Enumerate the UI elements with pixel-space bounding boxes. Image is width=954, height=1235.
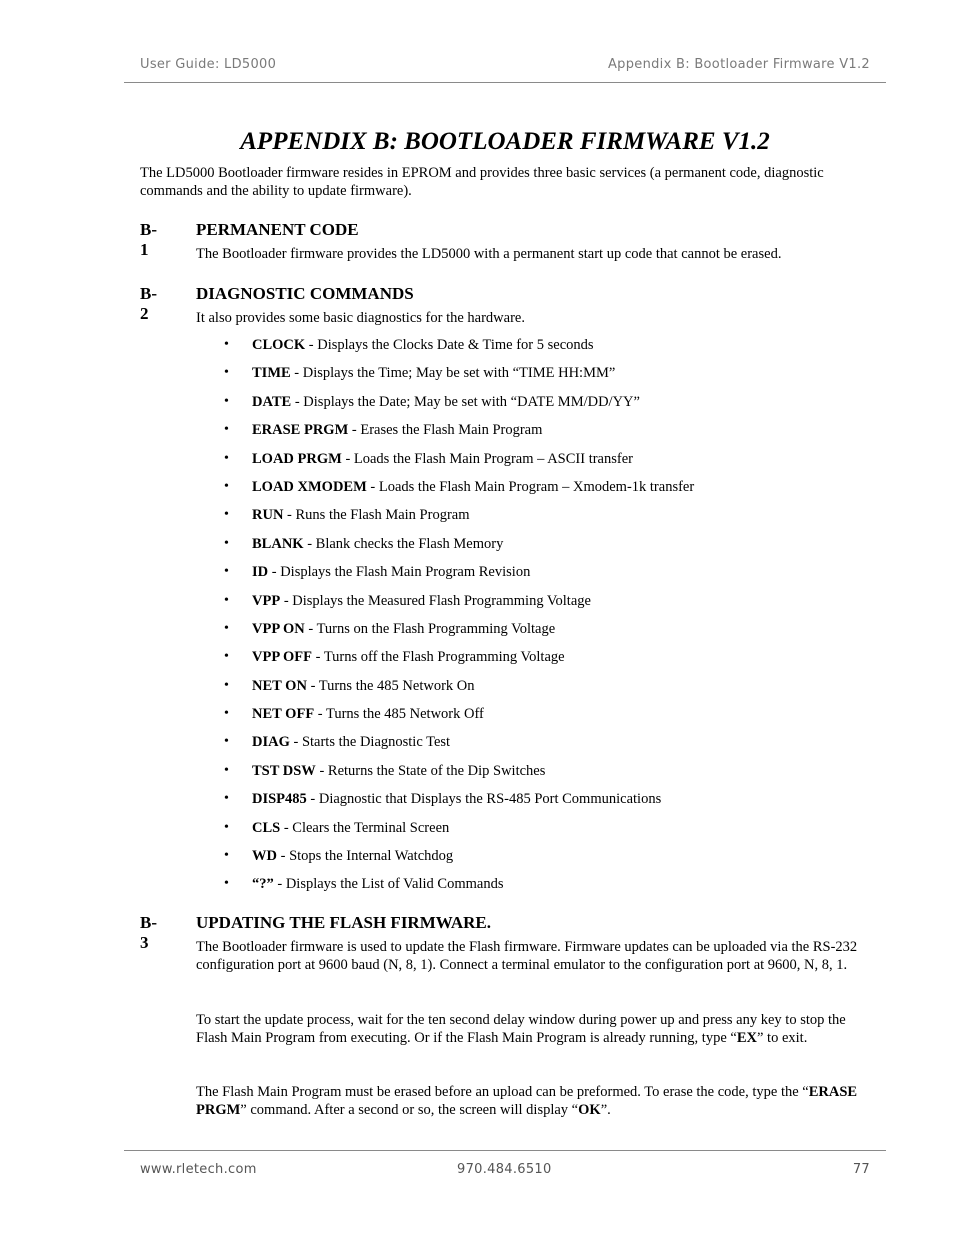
list-item <box>220 844 860 872</box>
section-number: B-2 <box>140 284 157 323</box>
list-item <box>220 532 860 560</box>
bullet-icon: • <box>224 478 229 494</box>
bullet-icon: • <box>224 393 229 409</box>
list-item <box>220 872 860 900</box>
footer-website: www.rletech.com <box>140 1162 257 1177</box>
command-keyword: VPP ON <box>252 620 305 637</box>
command-description: - Loads the Flash Main Program – Xmodem-1k transfer <box>366 478 695 495</box>
command-keyword: ERASE PRGM <box>252 422 349 439</box>
diagnostic-command-list <box>220 333 860 901</box>
command-keyword: LOAD PRGM <box>252 450 342 467</box>
bullet-icon: • <box>224 592 229 608</box>
page-footer <box>140 1162 870 1180</box>
header-doc-title: User Guide: LD5000 <box>140 57 277 72</box>
list-item <box>220 333 860 361</box>
list-item <box>220 730 860 758</box>
bullet-icon: • <box>224 677 229 693</box>
command-description: - Starts the Diagnostic Test <box>289 734 451 751</box>
command-description: - Displays the Date; May be set with “DATE MM/DD/YY” <box>291 393 640 410</box>
footer-divider <box>124 1150 886 1151</box>
command-keyword: CLOCK <box>252 337 306 353</box>
command-keyword: LOAD XMODEM <box>252 478 367 495</box>
command-keyword: VPP OFF <box>252 649 313 666</box>
list-item <box>220 589 860 617</box>
intro-paragraph: The LD5000 Bootloader firmware resides in EPROM and provides three basic services (a permanent code, diagnostic commands and the ability to update firmware). <box>140 165 824 199</box>
command-description: - Erases the Flash Main Program <box>348 422 543 439</box>
command-keyword: ID <box>252 564 269 581</box>
section-b3-paragraph-3: The Flash Main Program must be erased before an upload can be preformed. To erase the code, type the “ERASE PRGM” command. After a second or so, the screen will display “OK”. <box>196 1084 858 1118</box>
erase-prgm-keyword: ERASE PRGM <box>196 1084 858 1118</box>
list-item <box>220 560 860 588</box>
list-item <box>220 645 860 673</box>
page-number: 77 <box>852 1162 870 1177</box>
list-item <box>220 503 860 531</box>
command-description: - Clears the Terminal Screen <box>280 819 450 836</box>
command-description: - Turns off the Flash Programming Voltage <box>312 649 565 666</box>
list-item <box>220 617 860 645</box>
bullet-icon: • <box>224 365 229 381</box>
bullet-icon: • <box>224 649 229 665</box>
section-b3-paragraph-1: The Bootloader firmware is used to update the Flash firmware. Firmware updates can be uploaded via the RS-232 configuration port at 9600 baud (N, 8, 1). Connect a terminal emulator to the configuration port at 9600, N, 8, 1. <box>196 939 858 973</box>
list-item <box>220 475 860 503</box>
section-b3-paragraph-2: To start the update process, wait for the ten second delay window during power up and press any key to stop the Flash Main Program from executing. Or if the Flash Main Program is already running, type “EX” to exit. <box>196 1012 846 1046</box>
command-description: - Turns the 485 Network Off <box>314 706 484 723</box>
section-b1-text: The Bootloader firmware provides the LD5000 with a permanent start up code that cannot be erased. <box>196 246 782 262</box>
command-keyword: VPP <box>252 592 281 609</box>
list-item <box>220 361 860 389</box>
section-number: B-1 <box>140 220 157 259</box>
command-description: - Displays the Flash Main Program Revision <box>268 564 531 581</box>
bullet-icon: • <box>224 535 229 551</box>
command-keyword: TIME <box>252 365 291 382</box>
list-item <box>220 418 860 446</box>
command-keyword: WD <box>252 848 277 865</box>
bullet-icon: • <box>224 564 229 580</box>
list-item <box>220 702 860 730</box>
bullet-icon: • <box>224 450 229 466</box>
command-keyword: TST DSW <box>252 762 316 779</box>
bullet-icon: • <box>224 791 229 807</box>
section-number: B-3 <box>140 913 157 952</box>
command-description: - Displays the List of Valid Commands <box>273 876 504 893</box>
page-title: APPENDIX B: BOOTLOADER FIRMWARE V1.2 <box>240 128 770 155</box>
bullet-icon: • <box>224 876 229 892</box>
command-description: - Loads the Flash Main Program – ASCII transfer <box>341 450 633 467</box>
bullet-icon: • <box>224 337 229 352</box>
list-item <box>220 674 860 702</box>
bullet-icon: • <box>224 734 229 750</box>
bullet-icon: • <box>224 706 229 722</box>
command-description: - Turns the 485 Network On <box>306 677 475 694</box>
command-keyword: BLANK <box>252 535 304 552</box>
bullet-icon: • <box>224 507 229 523</box>
command-description: - Returns the State of the Dip Switches <box>315 762 546 779</box>
section-b2-text: It also provides some basic diagnostics for the hardware. <box>196 310 525 326</box>
command-description: - Displays the Time; May be set with “TIME HH:MM” <box>290 365 616 382</box>
bullet-icon: • <box>224 422 229 438</box>
command-keyword: “?” <box>252 876 274 893</box>
ok-keyword: OK <box>578 1102 601 1118</box>
bullet-icon: • <box>224 848 229 864</box>
page-header <box>140 57 870 75</box>
command-description: - Turns on the Flash Programming Voltage <box>304 620 556 637</box>
command-description: - Displays the Clocks Date & Time for 5 seconds <box>305 337 594 353</box>
list-item <box>220 390 860 418</box>
list-item <box>220 816 860 844</box>
command-keyword: RUN <box>252 507 284 524</box>
list-item <box>220 787 860 815</box>
list-item <box>220 759 860 787</box>
ex-keyword: EX <box>736 1030 757 1046</box>
command-description: - Displays the Measured Flash Programming Voltage <box>280 592 591 609</box>
command-description: - Runs the Flash Main Program <box>283 507 470 524</box>
command-keyword: DISP485 <box>252 791 307 808</box>
command-keyword: DATE <box>252 393 292 410</box>
bullet-icon: • <box>224 819 229 835</box>
command-description: - Stops the Internal Watchdog <box>276 848 454 865</box>
section-title: DIAGNOSTIC COMMANDS <box>196 284 414 303</box>
bullet-icon: • <box>224 762 229 778</box>
section-title: UPDATING THE FLASH FIRMWARE. <box>196 913 492 932</box>
section-title: PERMANENT CODE <box>196 220 359 239</box>
command-keyword: CLS <box>252 819 281 836</box>
command-description: - Blank checks the Flash Memory <box>303 535 504 552</box>
bullet-icon: • <box>224 620 229 636</box>
command-keyword: NET OFF <box>252 706 315 723</box>
footer-phone: 970.484.6510 <box>457 1162 552 1177</box>
command-keyword: DIAG <box>252 734 290 751</box>
command-description: - Diagnostic that Displays the RS-485 Port Communications <box>306 791 662 808</box>
list-item <box>220 447 860 475</box>
header-divider <box>124 82 886 83</box>
command-keyword: NET ON <box>252 677 307 694</box>
header-section-title: Appendix B: Bootloader Firmware V1.2 <box>607 57 870 72</box>
